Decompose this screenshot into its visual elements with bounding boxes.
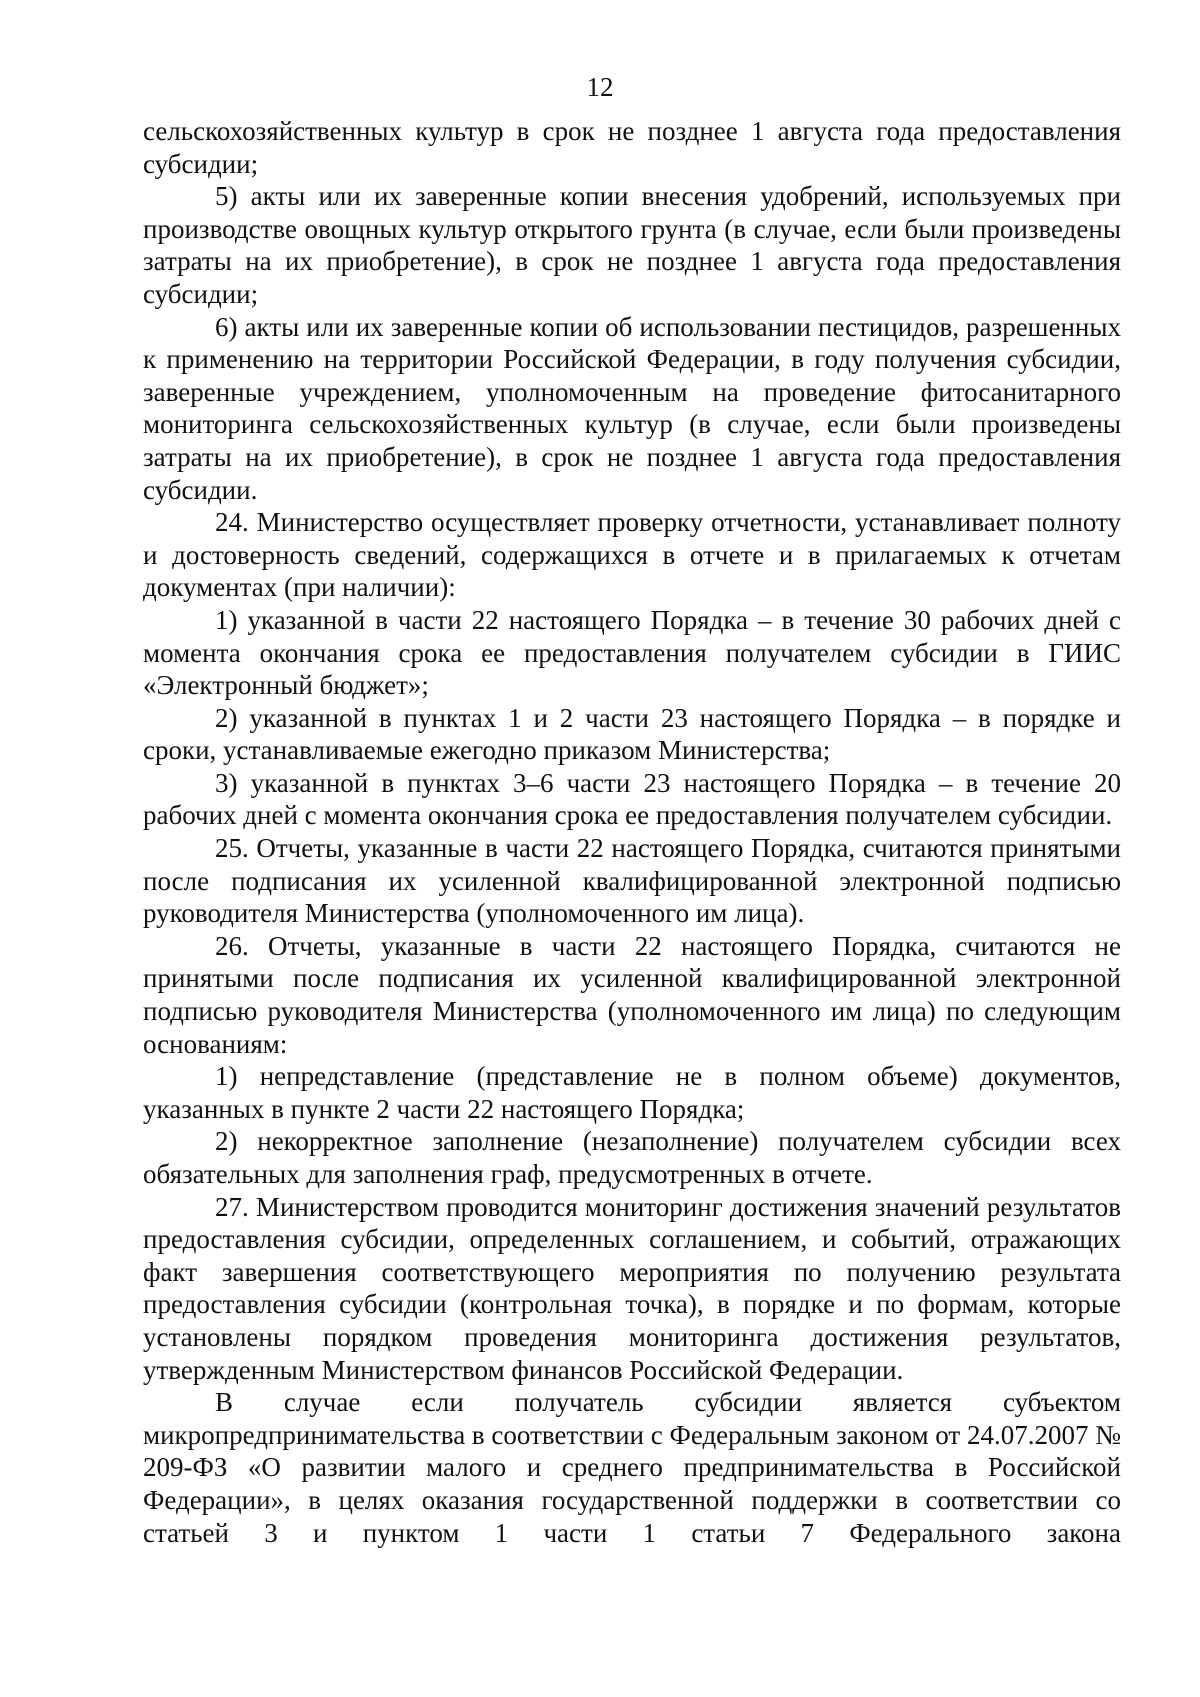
paragraph: 3) указанной в пунктах 3–6 части 23 настоящего Порядка – в течение 20 рабочих дней с момента окончания срока ее предоставления получателем субсидии. [143, 767, 1121, 831]
paragraph: В случае если получатель субсидии является субъектом микропредпринимательства в соответствии с Федеральным законом от 24.07.2007 № 209-ФЗ «О развитии малого и среднего предпринимательства в Российской Федерации», в целях оказания государственной поддержки в соответствии со статьей 3 и пунктом 1 части 1 статьи 7 Федерального закона [143, 1387, 1121, 1548]
paragraph: 25. Отчеты, указанные в части 22 настоящего Порядка, считаются принятыми после подписания их усиленной квалифицированной электронной подписью руководителя Министерства (уполномоченного им лица). [143, 833, 1121, 929]
page-number: 12 [586, 72, 614, 102]
paragraph: 27. Министерством проводится мониторинг достижения значений результатов предоставления субсидии, определенных соглашением, и событий, отражающих факт завершения соответствующего мероприятия по получению результата предоставления субсидии (контрольная точка), в порядке и по формам, которые установлены порядком проведения мониторинга достижения результатов, утвержденным Министерством финансов Российской Федерации. [143, 1191, 1121, 1385]
paragraph: 24. Министерство осуществляет проверку отчетности, устанавливает полноту и достоверность сведений, содержащихся в отчете и в прилагаемых к отчетам документах (при наличии): [143, 507, 1121, 603]
paragraph: 2) указанной в пунктах 1 и 2 части 23 настоящего Порядка – в порядке и сроки, устанавливаемые ежегодно приказом Министерства; [143, 702, 1121, 766]
document-body [143, 115, 1121, 1549]
paragraph: 26. Отчеты, указанные в части 22 настоящего Порядка, считаются не принятыми после подписания их усиленной квалифицированной электронной подписью руководителя Министерства (уполномоченного им лица) по следующим основаниям: [143, 930, 1121, 1059]
paragraph: 5) акты или их заверенные копии внесения удобрений, используемых при производстве овощных культур открытого грунта (в случае, если были произведены затраты на их приобретение), в срок не позднее 1 августа года предоставления субсидии; [143, 181, 1121, 309]
paragraph: 1) непредставление (представление не в полном объеме) документов, указанных в пункте 2 части 22 настоящего Порядка; [143, 1061, 1121, 1124]
paragraph: 2) некорректное заполнение (незаполнение) получателем субсидии всех обязательных для заполнения граф, предусмотренных в отчете. [143, 1126, 1121, 1189]
paragraph: сельскохозяйственных культур в срок не позднее 1 августа года предоставления субсидии; [143, 116, 1121, 179]
paragraph: 6) акты или их заверенные копии об использовании пестицидов, разрешенных к применению на территории Российской Федерации, в году получения субсидии, заверенные учреждением, уполномоченным на проведение фитосанитарного мониторинга сельскохозяйственных культур (в случае, если были произведены затраты на их приобретение), в срок не позднее 1 августа года предоставления субсидии. [143, 311, 1121, 505]
paragraph: 1) указанной в части 22 настоящего Порядка – в течение 30 рабочих дней с момента окончания срока ее предоставления получателем субсидии в ГИИС «Электронный бюджет»; [143, 604, 1121, 701]
